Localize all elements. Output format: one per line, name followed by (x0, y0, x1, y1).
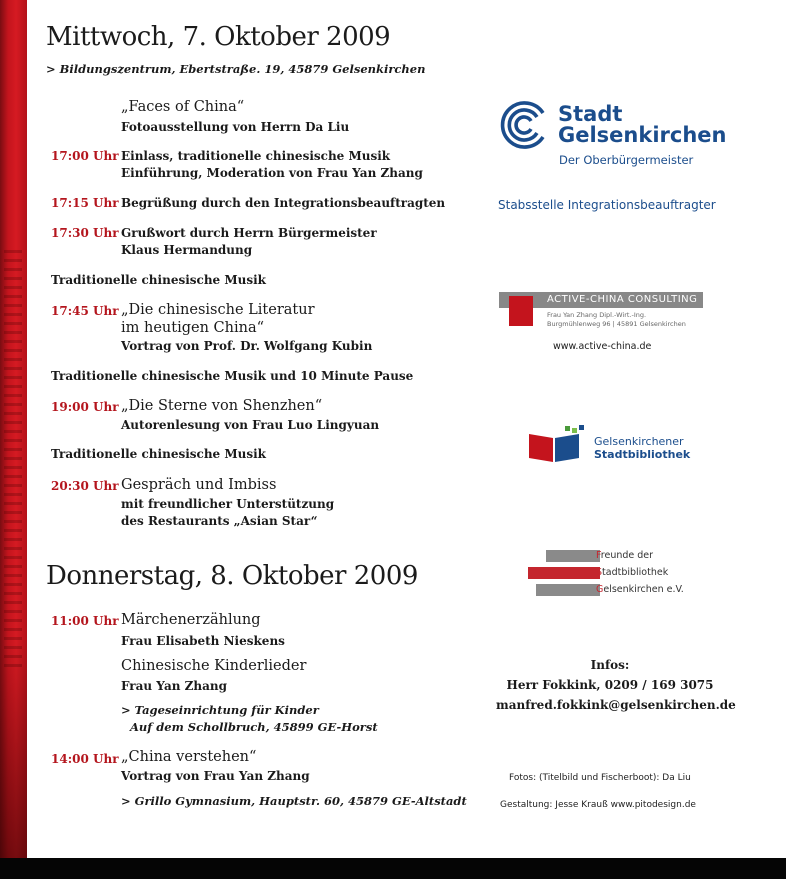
event-line: Grußwort durch Herrn Bürgermeister (121, 226, 377, 240)
event-title: Chinesische Kinderlieder (121, 658, 307, 674)
fr-letter-f: F (596, 550, 601, 561)
ac-line1: Frau Yan Zhang Dipl.-Wirt.-Ing. (547, 311, 647, 319)
event-time: 19:00 Uhr (51, 400, 119, 414)
event-title: Gespräch und Imbiss (121, 477, 277, 493)
info-title: Infos: (590, 658, 630, 672)
fr-letter-s: S (596, 567, 603, 578)
active-china-logo (499, 292, 703, 332)
event-line: des Restaurants „Asian Star“ (121, 514, 318, 528)
day1-venue: > Bildungszentrum, Ebertstraße. 19, 45879 Gelsenkirchen (46, 62, 426, 76)
fr-line3: elsenkirchen e.V. (603, 584, 684, 595)
event-line: Frau Yan Zhang (121, 679, 227, 693)
music-interlude: Traditionelle chinesische Musik (51, 447, 266, 461)
day1-heading: Mittwoch, 7. Oktober 2009 (46, 22, 391, 52)
event-time: 20:30 Uhr (51, 479, 119, 493)
event-line: Autorenlesung von Frau Luo Lingyuan (121, 418, 380, 432)
fr-line1: reunde der (600, 550, 654, 561)
info-person: Herr Fokkink, 0209 / 169 3075 (506, 678, 714, 692)
event-time: 14:00 Uhr (51, 752, 119, 766)
bottom-black-bar (0, 858, 786, 879)
chinese-seal-icon (509, 296, 533, 326)
credits-design: Gestaltung: Jesse Krauß www.pitodesign.de (500, 800, 696, 810)
event-line: Vortrag von Frau Yan Zhang (121, 769, 310, 783)
venue-line: Auf dem Schollbruch, 45899 GE-Horst (130, 720, 378, 734)
stadt-line2: Gelsenkirchen (558, 123, 727, 147)
event-line: Begrüßung durch den Integrationsbeauftragten (121, 196, 446, 210)
music-interlude: Traditionelle chinesische Musik und 10 Minute Pause (51, 369, 414, 383)
credits-photos: Fotos: (Titelbild und Fischerboot): Da Liu (509, 773, 691, 783)
library-line1: Gelsenkirchener (594, 435, 684, 448)
ac-name: ACTIVE-CHINA CONSULTING (547, 294, 698, 305)
music-interlude: Traditionelle chinesische Musik (51, 273, 266, 287)
info-email[interactable]: manfred.fokkink@gelsenkirchen.de (496, 698, 736, 712)
event-line: Frau Elisabeth Nieskens (121, 634, 285, 648)
fr-line2: tadtbibliothek (602, 567, 669, 578)
red-photo-strip (0, 0, 27, 858)
event-time: 17:00 Uhr (51, 149, 119, 163)
day2-heading: Donnerstag, 8. Oktober 2009 (46, 561, 418, 591)
event-line: mit freundlicher Unterstützung (121, 497, 335, 511)
venue-line: > Tageseinrichtung für Kinder (121, 703, 319, 717)
event-title: „Die chinesische Literatur (121, 302, 315, 318)
stadt-gelsenkirchen-logo-icon (499, 99, 551, 151)
event-line: Vortrag von Prof. Dr. Wolfgang Kubin (121, 339, 373, 353)
venue-line: > Grillo Gymnasium, Hauptstr. 60, 45879 GE-Altstadt (121, 794, 467, 808)
library-book-icon (527, 424, 587, 464)
event-title: „China verstehen“ (121, 749, 257, 765)
event-time: 17:45 Uhr (51, 304, 119, 318)
event-line: Einführung, Moderation von Frau Yan Zhang (121, 166, 423, 180)
event-time: 17:15 Uhr (51, 196, 119, 210)
event-line: Klaus Hermandung (121, 243, 253, 257)
event-title: „Die Sterne von Shenzhen“ (121, 398, 323, 414)
fr-letter-g: G (596, 584, 604, 595)
library-line2: Stadtbibliothek (594, 448, 691, 461)
event-title: im heutigen China“ (121, 320, 264, 336)
stadt-sub: Der Oberbürgermeister (559, 153, 694, 167)
stabsstelle-label: Stabsstelle Integrationsbeauftragter (498, 198, 716, 212)
event-title: Märchenerzählung (121, 612, 261, 628)
freunde-logo (528, 550, 688, 600)
event-title: „Faces of China“ (121, 99, 245, 115)
ac-line2: Burgmühlenweg 96 | 45891 Gelsenkirchen (547, 320, 686, 328)
ac-url[interactable]: www.active-china.de (553, 341, 652, 352)
event-line: Einlass, traditionelle chinesische Musik (121, 149, 391, 163)
event-time: 11:00 Uhr (51, 614, 119, 628)
event-time: 17:30 Uhr (51, 226, 119, 240)
event-subtitle: Fotoausstellung von Herrn Da Liu (121, 120, 350, 134)
stadt-line1: Stadt (558, 102, 623, 126)
